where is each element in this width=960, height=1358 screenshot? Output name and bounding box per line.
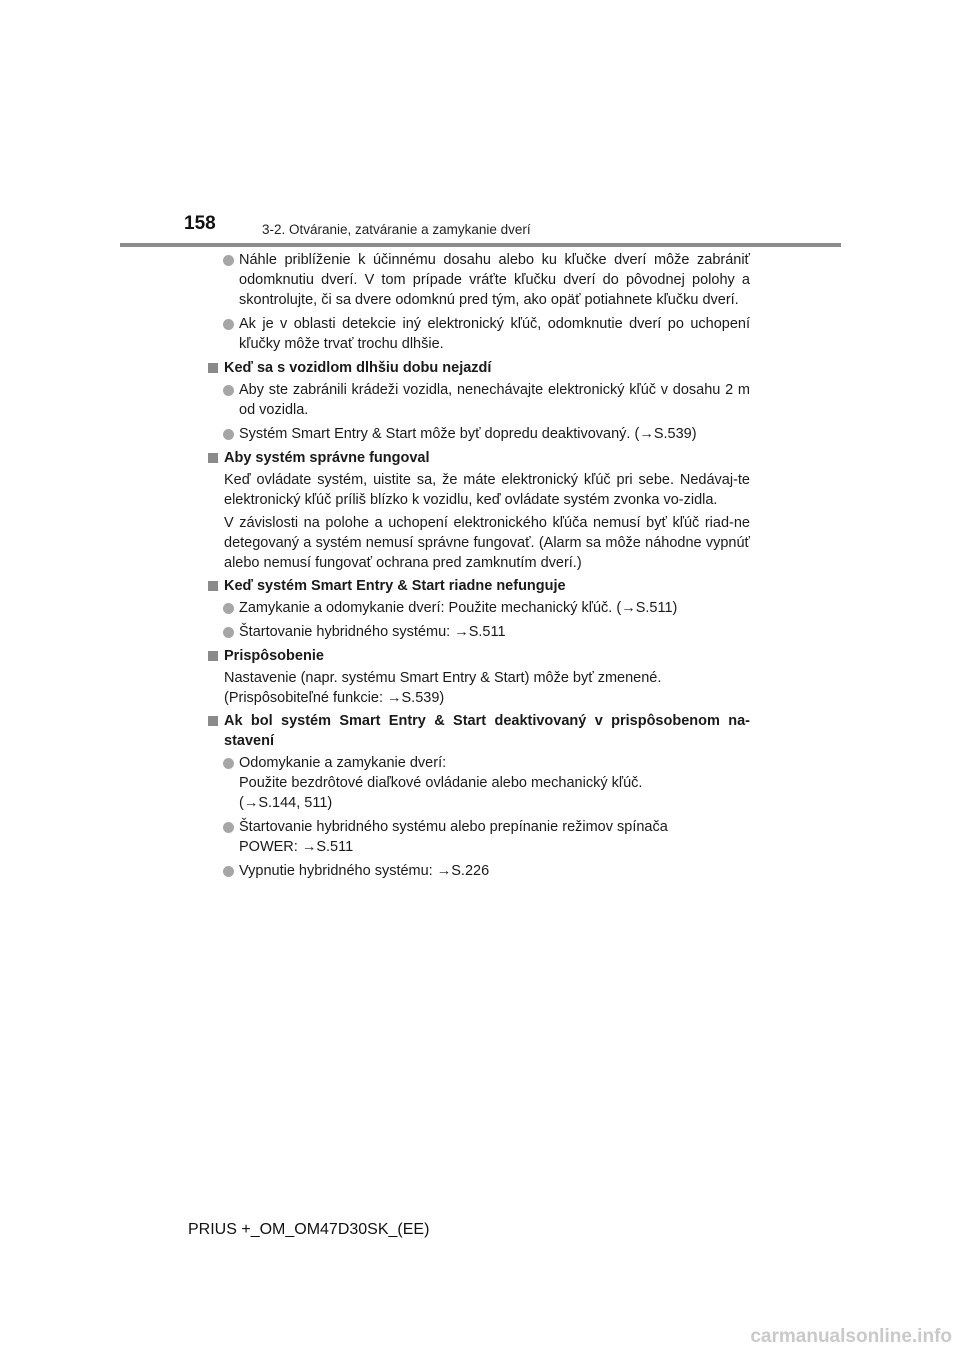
- round-bullet-icon: [223, 866, 234, 877]
- round-bullet-icon: [223, 627, 234, 638]
- header-divider: [120, 243, 841, 247]
- bullet-text: Vypnutie hybridného systému: →S.226: [239, 863, 490, 879]
- document-code: PRIUS +_OM_OM47D30SK_(EE): [188, 1221, 430, 1238]
- page-number: 158: [184, 213, 216, 234]
- bullet-item: [207, 622, 750, 642]
- bullet-text: Štartovanie hybridného systému: →S.511: [239, 624, 506, 640]
- paragraph: Nastavenie (napr. systému Smart Entry & Start) môže byť zmenené. (Prispôsobiteľné funkcie: →S.539): [224, 670, 662, 706]
- round-bullet-icon: [223, 385, 234, 396]
- square-bullet-icon: [208, 651, 218, 661]
- heading-text: Ak bol systém Smart Entry & Start deaktivovaný v prispôsobenom na-stavení: [224, 713, 750, 749]
- bullet-text: Zamykanie a odomykanie dverí: Použite mechanický kľúč. (→S.511): [239, 600, 678, 616]
- bullet-item: [207, 817, 750, 857]
- section-heading: [207, 448, 750, 468]
- page-content: [207, 250, 750, 885]
- round-bullet-icon: [223, 429, 234, 440]
- round-bullet-icon: [223, 603, 234, 614]
- bullet-item: [207, 250, 750, 310]
- round-bullet-icon: [223, 319, 234, 330]
- section-heading: [207, 576, 750, 596]
- paragraph: Keď ovládate systém, uistite sa, že máte elektronický kľúč pri sebe. Nedávaj-te elektronický kľúč príliš blízko k vozidlu, keď ovládate systém zvonka vo-zidla.: [224, 472, 750, 508]
- section-heading: [207, 646, 750, 666]
- chapter-title: 3-2. Otváranie, zatváranie a zamykanie dverí: [262, 222, 531, 237]
- round-bullet-icon: [223, 822, 234, 833]
- bullet-text: Aby ste zabránili krádeži vozidla, nenechávajte elektronický kľúč v dosahu 2 m od vozidla.: [239, 382, 750, 418]
- square-bullet-icon: [208, 453, 218, 463]
- heading-text: Keď sa s vozidlom dlhšiu dobu nejazdí: [224, 360, 492, 376]
- heading-text: Prispôsobenie: [224, 648, 324, 664]
- bullet-item: [207, 598, 750, 618]
- bullet-item: [207, 424, 750, 444]
- watermark: carmanualsonline.info: [750, 1326, 952, 1347]
- heading-text: Aby systém správne fungoval: [224, 450, 430, 466]
- bullet-item: [207, 861, 750, 881]
- round-bullet-icon: [223, 758, 234, 769]
- square-bullet-icon: [208, 716, 218, 726]
- bullet-item: [207, 380, 750, 420]
- bullet-item: [207, 753, 750, 813]
- bullet-text: Ak je v oblasti detekcie iný elektronický kľúč, odomknutie dverí po uchopení kľučky môže trvať trochu dlhšie.: [239, 316, 750, 352]
- round-bullet-icon: [223, 255, 234, 266]
- paragraph: V závislosti na polohe a uchopení elektronického kľúča nemusí byť kľúč riad-ne detegovaný a systém nemusí správne fungovať. (Alarm sa môže náhodne vypnúť alebo nemusí fungovať ochrana pred zamknutím dverí.): [224, 515, 750, 571]
- square-bullet-icon: [208, 581, 218, 591]
- section-heading: [207, 711, 750, 751]
- bullet-text: Systém Smart Entry & Start môže byť dopredu deaktivovaný. (→S.539): [239, 426, 697, 442]
- bullet-item: [207, 314, 750, 354]
- square-bullet-icon: [208, 363, 218, 373]
- heading-text: Keď systém Smart Entry & Start riadne nefunguje: [224, 578, 566, 594]
- bullet-text: Náhle priblíženie k účinnému dosahu alebo ku kľučke dverí môže zabrániť odomknutiu dverí. V tom prípade vráťte kľučku dverí do pôvodnej polohy a skontrolujte, či sa dvere odomknú pred tým, ako opäť potiahnete kľučku dverí.: [239, 252, 750, 308]
- bullet-text: Odomykanie a zamykanie dverí: Použite bezdrôtové diaľkové ovládanie alebo mechanický kľúč. (→S.144, 511): [239, 755, 643, 811]
- bullet-text: Štartovanie hybridného systému alebo prepínanie režimov spínača POWER: →S.511: [239, 819, 668, 855]
- section-heading: [207, 358, 750, 378]
